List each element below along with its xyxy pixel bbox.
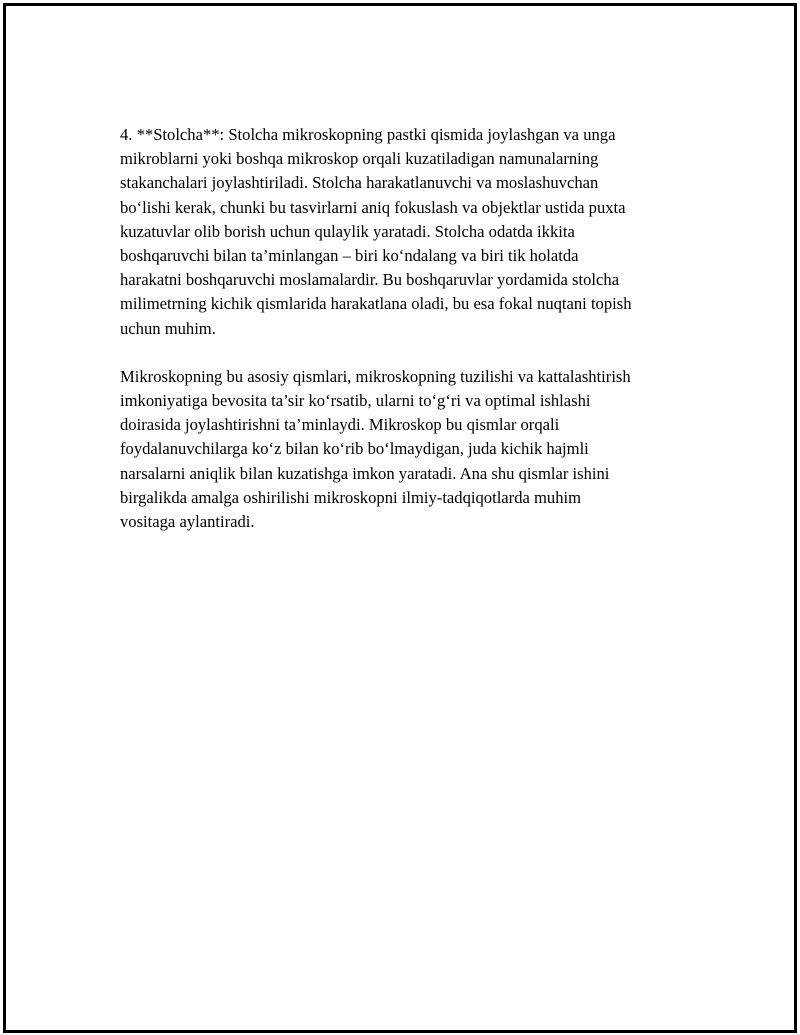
page-frame [3,3,797,1033]
document-body [120,123,700,558]
paragraph-summary: Mikroskopning bu asosiy qismlari, mikroskopning tuzilishi va kattalashtirish imkoniyatiga bevosita ta’sir ko‘rsatib, ularni to‘g‘ri va optimal ishlashi doirasida joylashtirishni ta’minlaydi. Mikroskop bu qismlar orqali foydalanuvchilarga ko‘z bilan ko‘rib bo‘lmaydigan, juda kichik hajmli narsalarni aniqlik bilan kuzatishga imkon yaratadi. Ana shu qismlar ishini birgalikda amalga oshirilishi mikroskopni ilmiy-tadqiqotlarda muhim vositaga aylantiradi. [120,366,631,532]
paragraph-stolcha: 4. **Stolcha**: Stolcha mikroskopning pastki qismida joylashgan va unga mikroblarni yoki boshqa mikroskop orqali kuzatiladigan namunalarning stakanchalari joylashtiriladi. Stolcha harakatlanuvchi va moslashuvchan bo‘lishi kerak, chunki bu tasvirlarni aniq fokuslash va objektlar ustida puxta kuzatuvlar olib borish uchun qulaylik yaratadi. Stolcha odatda ikkita boshqaruvchi bilan ta’minlangan – biri ko‘ndalang va biri tik holatda harakatni boshqaruvchi moslamalardir. Bu boshqaruvlar yordamida stolcha milimetrning kichik qismlarida harakatlana oladi, bu esa fokal nuqtani topish uchun muhim. [120,125,632,338]
